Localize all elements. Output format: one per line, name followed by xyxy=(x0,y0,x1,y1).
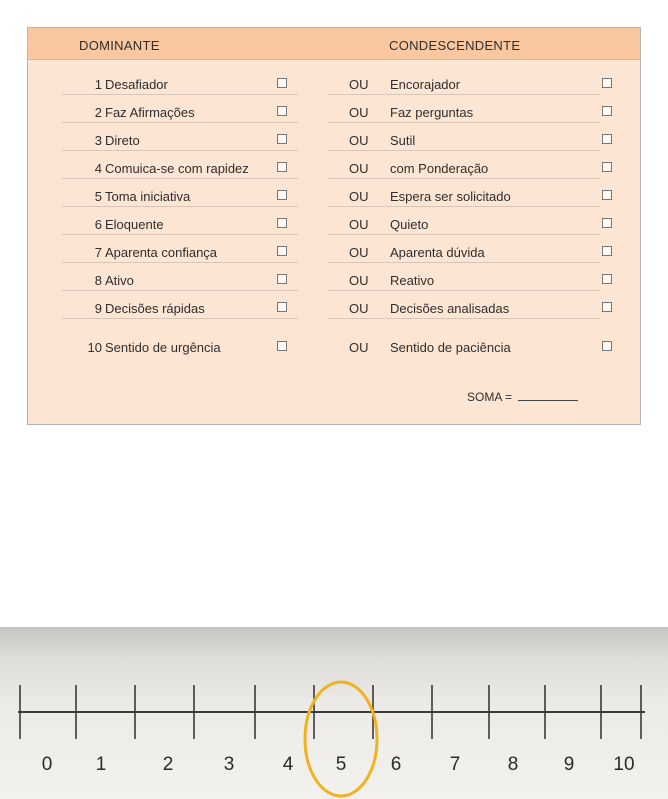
scale-number: 3 xyxy=(223,754,235,775)
dominant-trait: Sentido de urgência xyxy=(105,340,221,355)
row-number: 4 xyxy=(94,161,102,176)
condescendent-trait: Faz perguntas xyxy=(390,105,474,120)
condescendent-trait: Aparenta dúvida xyxy=(390,245,485,260)
condescendent-trait: Sentido de paciência xyxy=(390,340,511,355)
row-number: 2 xyxy=(94,105,102,120)
ou-connector: OU xyxy=(349,340,369,355)
question-row xyxy=(28,297,640,319)
scale-number: 2 xyxy=(162,754,174,775)
soma-total xyxy=(467,390,578,404)
ou-connector: OU xyxy=(349,301,369,316)
scale-number: 4 xyxy=(282,754,294,775)
scale-number: 6 xyxy=(390,754,402,775)
ou-connector: OU xyxy=(349,105,369,120)
ou-connector: OU xyxy=(349,273,369,288)
dominant-checkbox[interactable] xyxy=(277,218,287,228)
row-divider xyxy=(328,206,600,207)
question-row xyxy=(28,101,640,123)
dominant-checkbox[interactable] xyxy=(277,78,287,88)
ou-connector: OU xyxy=(349,133,369,148)
row-divider xyxy=(62,262,298,263)
question-row xyxy=(28,185,640,207)
condescendent-checkbox[interactable] xyxy=(602,162,612,172)
condescendent-trait: Decisões analisadas xyxy=(390,301,510,316)
condescendent-checkbox[interactable] xyxy=(602,218,612,228)
ou-connector: OU xyxy=(349,77,369,92)
row-divider xyxy=(328,318,600,319)
ou-connector: OU xyxy=(349,217,369,232)
condescendent-checkbox[interactable] xyxy=(602,134,612,144)
dominant-trait: Ativo xyxy=(105,273,134,288)
row-number: 6 xyxy=(94,217,102,232)
row-number: 9 xyxy=(94,301,102,316)
row-divider xyxy=(62,290,298,291)
row-divider xyxy=(62,206,298,207)
row-divider xyxy=(328,150,600,151)
condescendent-checkbox[interactable] xyxy=(602,274,612,284)
scale-number: 9 xyxy=(563,754,575,775)
row-number: 7 xyxy=(94,245,102,260)
row-number: 3 xyxy=(94,133,102,148)
row-number: 1 xyxy=(94,77,102,92)
row-number: 8 xyxy=(94,273,102,288)
dominant-checkbox[interactable] xyxy=(277,162,287,172)
question-row xyxy=(28,129,640,151)
dominant-trait: Comuica-se com rapidez xyxy=(105,161,249,176)
condescendent-trait: com Ponderação xyxy=(390,161,489,176)
question-row xyxy=(28,269,640,291)
row-divider xyxy=(62,150,298,151)
soma-label: SOMA = xyxy=(467,390,513,404)
header-dominante: DOMINANTE xyxy=(79,38,160,53)
dominant-trait: Desafiador xyxy=(105,77,168,92)
ou-connector: OU xyxy=(349,245,369,260)
ou-connector: OU xyxy=(349,161,369,176)
highlight-circle xyxy=(305,682,377,796)
row-divider xyxy=(328,234,600,235)
number-scale xyxy=(0,627,668,799)
row-divider xyxy=(328,262,600,263)
dominant-checkbox[interactable] xyxy=(277,246,287,256)
row-divider xyxy=(62,318,298,319)
dominant-checkbox[interactable] xyxy=(277,134,287,144)
condescendent-checkbox[interactable] xyxy=(602,302,612,312)
question-row xyxy=(28,157,640,179)
condescendent-checkbox[interactable] xyxy=(602,246,612,256)
dominant-trait: Aparenta confiança xyxy=(105,245,218,260)
question-row xyxy=(28,213,640,235)
condescendent-checkbox[interactable] xyxy=(602,190,612,200)
condescendent-trait: Reativo xyxy=(390,273,435,288)
dominant-trait: Toma iniciativa xyxy=(105,189,191,204)
row-divider xyxy=(62,122,298,123)
questionnaire-card xyxy=(27,27,641,425)
scale-number: 10 xyxy=(613,754,635,775)
row-divider xyxy=(328,94,600,95)
scale-number: 0 xyxy=(41,754,53,775)
condescendent-checkbox[interactable] xyxy=(602,341,612,351)
scale-number: 7 xyxy=(449,754,461,775)
row-divider xyxy=(328,122,600,123)
row-number: 5 xyxy=(94,189,102,204)
condescendent-checkbox[interactable] xyxy=(602,78,612,88)
ou-connector: OU xyxy=(349,189,369,204)
dominant-checkbox[interactable] xyxy=(277,341,287,351)
scale-number: 8 xyxy=(507,754,519,775)
row-divider xyxy=(328,178,600,179)
condescendent-trait: Espera ser solicitado xyxy=(390,189,511,204)
dominant-checkbox[interactable] xyxy=(277,274,287,284)
condescendent-trait: Encorajador xyxy=(390,77,461,92)
question-row xyxy=(28,336,640,358)
dominant-trait: Direto xyxy=(105,133,140,148)
scale-number: 5 xyxy=(335,754,347,775)
condescendent-trait: Quieto xyxy=(390,217,429,232)
row-divider xyxy=(62,178,298,179)
question-row xyxy=(28,241,640,263)
row-divider xyxy=(62,234,298,235)
scale-number: 1 xyxy=(95,754,107,775)
row-number: 10 xyxy=(87,340,102,355)
dominant-trait: Decisões rápidas xyxy=(105,301,205,316)
card-header xyxy=(28,28,640,60)
question-row xyxy=(28,73,640,95)
dominant-trait: Faz Afirmações xyxy=(105,105,195,120)
condescendent-checkbox[interactable] xyxy=(602,106,612,116)
header-condescendente: CONDESCENDENTE xyxy=(389,38,521,53)
condescendent-trait: Sutil xyxy=(390,133,416,148)
dominant-trait: Eloquente xyxy=(105,217,164,232)
row-divider xyxy=(328,290,600,291)
dominant-checkbox[interactable] xyxy=(277,302,287,312)
dominant-checkbox[interactable] xyxy=(277,106,287,116)
row-divider xyxy=(62,94,298,95)
soma-blank-line[interactable] xyxy=(518,400,578,401)
dominant-checkbox[interactable] xyxy=(277,190,287,200)
